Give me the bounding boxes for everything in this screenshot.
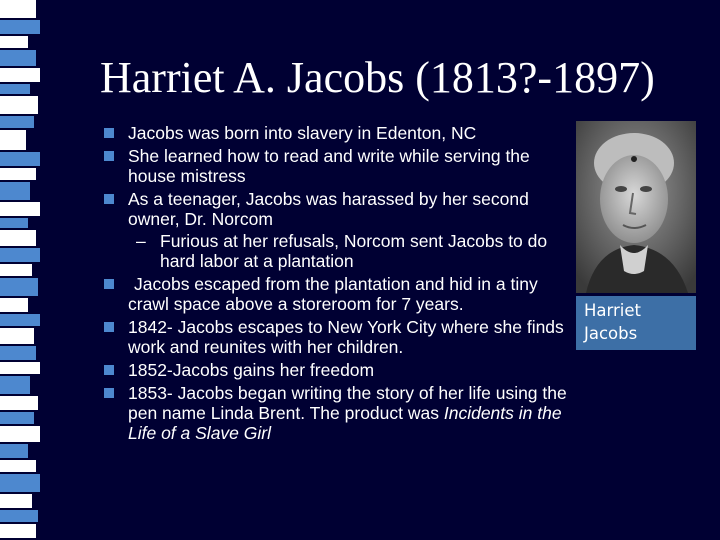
stripe <box>0 474 40 492</box>
bullet-square-icon <box>104 279 114 289</box>
bullet-square-icon <box>104 388 114 398</box>
stripe <box>0 168 36 180</box>
stripe <box>0 230 36 246</box>
stripe <box>0 0 36 18</box>
bullet-text: 1852-Jacobs gains her freedom <box>128 360 375 380</box>
stripe <box>0 218 28 228</box>
bullet-text: 1842- Jacobs escapes to New York City where she finds work and reunites with her children. <box>128 317 564 357</box>
stripe <box>0 20 40 34</box>
stripe <box>0 524 36 538</box>
stripe <box>0 298 28 312</box>
bullet-square-icon <box>104 151 114 161</box>
stripe <box>0 376 30 394</box>
stripe <box>0 346 36 360</box>
stripe <box>0 50 36 66</box>
sub-bullet-text: Furious at her refusals, Norcom sent Jacobs to do hard labor at a plantation <box>160 231 548 271</box>
bullet-item <box>104 383 574 443</box>
slide-title: Harriet A. Jacobs (1813?-1897) <box>100 53 655 102</box>
bullet-item <box>104 146 574 186</box>
stripe <box>0 116 34 128</box>
stripe <box>0 494 32 508</box>
decorative-stripes <box>0 0 40 540</box>
stripe <box>0 426 40 442</box>
bullet-square-icon <box>104 128 114 138</box>
stripe <box>0 130 26 150</box>
sub-bullet-item <box>128 231 574 271</box>
bullet-item <box>104 189 574 271</box>
stripe <box>0 510 38 522</box>
bullet-square-icon <box>104 322 114 332</box>
stripe <box>0 396 38 410</box>
stripe <box>0 460 36 472</box>
stripe <box>0 264 32 276</box>
bullet-list <box>104 123 574 446</box>
portrait-photo-icon <box>576 121 696 293</box>
stripe <box>0 36 28 48</box>
stripe <box>0 96 38 114</box>
stripe <box>0 412 34 424</box>
stripe <box>0 182 30 200</box>
stripe <box>0 278 38 296</box>
dash-marker: – <box>136 231 146 251</box>
bullet-text: Jacobs was born into slavery in Edenton, NC <box>128 123 477 143</box>
book-title: Incidents in the Life of a Slave Girl <box>128 403 562 443</box>
bullet-text: As a teenager, Jacobs was harassed by her second owner, Dr. Norcom <box>128 189 529 229</box>
stripe <box>0 152 40 166</box>
sub-bullet-list <box>128 231 574 271</box>
stripe <box>0 68 40 82</box>
bullet-item <box>104 360 574 380</box>
stripe <box>0 84 30 94</box>
bullet-item <box>104 123 574 143</box>
bullet-text: 1853- Jacobs began writing the story of her life using the pen name Linda Brent. The product was <box>128 383 567 423</box>
bullet-text: Jacobs escaped from the plantation and hid in a tiny crawl space above a storeroom for 7 years. <box>128 274 538 314</box>
bullet-item <box>104 274 574 314</box>
stripe <box>0 328 34 344</box>
bullet-square-icon <box>104 194 114 204</box>
bullet-square-icon <box>104 365 114 375</box>
bullet-item <box>104 317 574 357</box>
stripe <box>0 444 28 458</box>
stripe <box>0 362 40 374</box>
stripe <box>0 314 40 326</box>
photo-caption: Harriet Jacobs <box>576 296 696 350</box>
bullet-text: She learned how to read and write while serving the house mistress <box>128 146 530 186</box>
stripe <box>0 202 40 216</box>
stripe <box>0 248 40 262</box>
